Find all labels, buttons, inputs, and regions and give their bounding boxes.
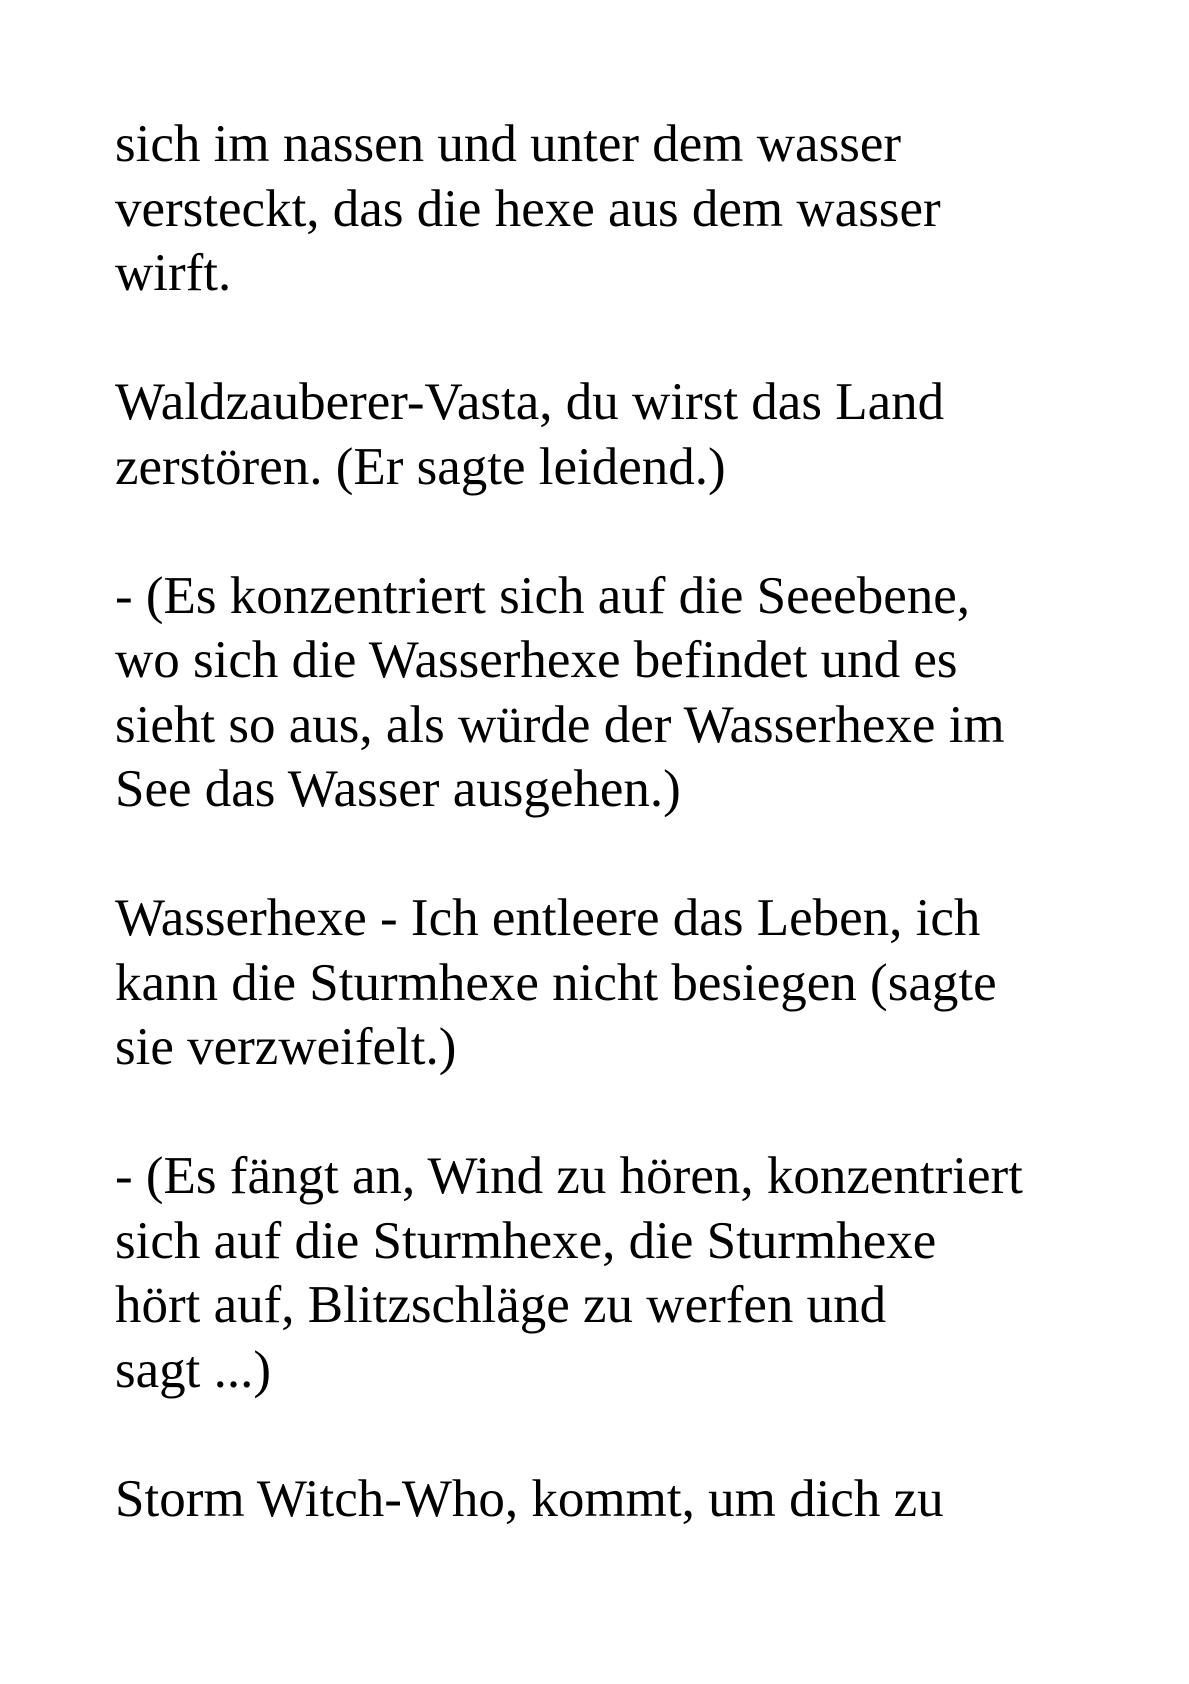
text-line: - (Es konzentriert sich auf die Seeebene, — [115, 566, 970, 625]
text-line: sich auf die Sturmhexe, die Sturmhexe — [115, 1211, 937, 1270]
paragraph-3 — [115, 564, 1115, 822]
paragraph-4 — [115, 886, 1115, 1080]
text-line: kann die Sturmhexe nicht besiegen (sagte — [115, 953, 997, 1012]
text-line: sagt ...) — [115, 1340, 272, 1399]
paragraph-6 — [115, 1467, 1115, 1532]
text-line: Wasserhexe - Ich entleere das Leben, ich — [115, 889, 981, 947]
document-body — [115, 112, 1115, 1596]
paragraph-2 — [115, 370, 1115, 499]
text-line: Storm Witch-Who, kommt, um dich zu — [115, 1469, 944, 1528]
text-line: - (Es fängt an, Wind zu hören, konzentriert — [115, 1147, 1023, 1205]
text-line: wo sich die Wasserhexe befindet und es — [115, 631, 958, 689]
text-line: sich im nassen und unter dem wasser — [115, 115, 901, 173]
paragraph-5 — [115, 1144, 1115, 1402]
text-line: Waldzauberer-Vasta, du wirst das Land — [115, 373, 945, 431]
text-line: sie verzweifelt.) — [115, 1018, 457, 1076]
text-line: hört auf, Blitzschläge zu werfen und — [115, 1276, 887, 1334]
paragraph-1 — [115, 112, 1115, 306]
text-line: zerstören. (Er sagte leidend.) — [115, 437, 726, 496]
text-line: versteckt, das die hexe aus dem wasser — [115, 179, 941, 238]
text-line: See das Wasser ausgehen.) — [115, 760, 681, 818]
text-line: sieht so aus, als würde der Wasserhexe im — [115, 695, 1005, 754]
text-line: wirft. — [115, 244, 232, 302]
